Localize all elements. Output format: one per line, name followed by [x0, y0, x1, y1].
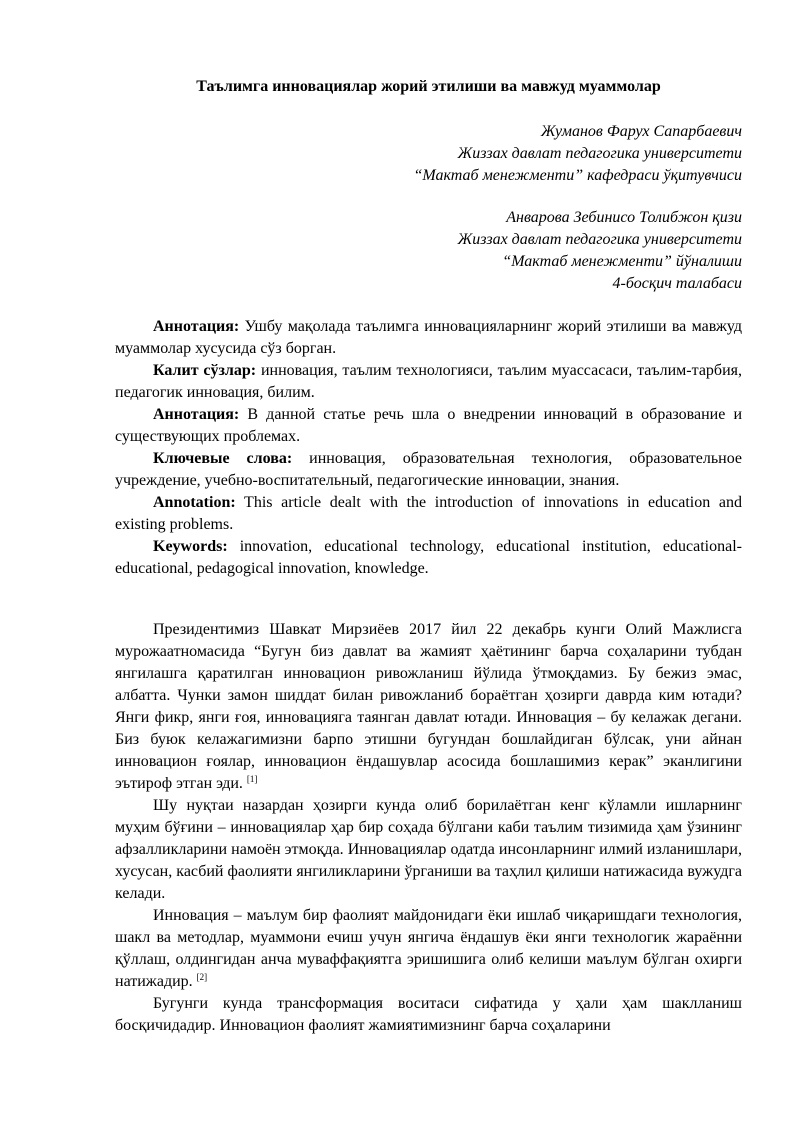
abstract-en	[115, 492, 742, 536]
keywords-uz	[115, 360, 742, 404]
abstract-ru	[115, 404, 742, 448]
body-paragraph	[115, 905, 742, 993]
abstract-text: В данной статье речь шла о внедрении инноваций в образование и существующих проблемах.	[115, 406, 742, 445]
author-status: 4-босқич талабаси	[612, 275, 742, 292]
citation-ref: [1]	[246, 774, 258, 784]
author-block-1	[115, 121, 742, 187]
keywords-text: инновация, таълим технологияси, таълим муассасаси, таълим-тарбия, педагогик инновация, билим.	[115, 362, 742, 401]
author-name: Анварова Зебинисо Толибжон қизи	[506, 209, 742, 226]
abstract-text: This article dealt with the introduction of innovations in education and existing problems.	[115, 494, 742, 533]
abstract-uz	[115, 316, 742, 360]
citation-ref: [2]	[196, 972, 208, 982]
author-affiliation: Жиззах давлат педагогика университети	[457, 145, 742, 162]
abstract-text: Ушбу мақолада таълимга инновацияларнинг жорий этилиши ва мавжуд муаммолар хусусида сўз борган.	[115, 318, 742, 357]
paragraph-text: Шу нуқтаи назардан ҳозирги кунда олиб борилаётган кенг кўламли ишларнинг муҳим бўғини – инновациялар ҳар бир соҳада бўлгани каби таълим тизимида ҳам ўзининг афзалликларини намоён этмоқда. Инновациялар одатда инсонларнинг илмий изланишлари, хусусан, касбий фаолияти янгиликларини ўрганиши ва таҳлил қилиши натижасида вужудга келади.	[115, 797, 742, 902]
body-paragraph	[115, 993, 742, 1037]
keywords-label: Ключевые слова:	[153, 450, 293, 467]
keywords-label: Keywords:	[153, 538, 228, 555]
keywords-text: innovation, educational technology, educational institution, educational-educational, pedagogical innovation, knowledge.	[115, 538, 742, 577]
paragraph-text: Президентимиз Шавкат Мирзиёев 2017 йил 22 декабрь кунги Олий Мажлисга мурожаатномасида “Бугун биз давлат ва жамият ҳаётининг барча соҳаларини тубдан янгилашга қаратилган инновацион ривожланиш йўлида ўтмоқдамиз. Бу бежиз эмас, албатта. Чунки замон шиддат билан ривожланиб бораётган ҳозирги даврда ким ютади? Янги фикр, янги ғоя, инновацияга таянган давлат ютади. Инновация – бу келажак дегани. Биз буюк келажагимизни барпо этишни бугундан бошлайдиган бўлсак, уни айнан инновацион ғоялар, инновацион ёндашувлар асосида бошлашимиз керак” эканлигини эътироф этган эди.	[115, 621, 742, 792]
paragraph-text: Инновация – маълум бир фаолият майдонидаги ёки ишлаб чиқаришдаги технология, шакл ва методлар, муаммони ечиш учун янгича ёндашув ёки янги технологик жараённи қўллаш, олдингидан анча муваффақиятга эришишига олиб келиши маълум бўлган охирги натижадир.	[115, 907, 742, 990]
author-block-2	[115, 207, 742, 295]
keywords-text: инновация, образовательная технология, образовательное учреждение, учебно-воспитательный, педагогические инновации, знания.	[115, 450, 742, 489]
body-paragraph	[115, 795, 742, 905]
body-section	[115, 619, 742, 1037]
body-paragraph	[115, 619, 742, 795]
author-name: Жуманов Фарух Сапарбаевич	[540, 123, 742, 140]
abstract-label: Аннотация:	[153, 318, 240, 335]
abstract-label: Annotation:	[153, 494, 236, 511]
keywords-en	[115, 536, 742, 580]
abstract-label: Аннотация:	[153, 406, 240, 423]
author-position: “Мактаб менежменти” кафедраси ўқитувчиси	[413, 167, 742, 184]
author-affiliation: Жиззах давлат педагогика университети	[457, 231, 742, 248]
paper-title: Таълимга инновациялар жорий этилиши ва мавжуд муаммолар	[196, 78, 661, 95]
paragraph-text: Бугунги кунда трансформация воситаси сифатида у ҳали ҳам шаклланиш босқичидадир. Инновацион фаолият жамиятимизнинг барча соҳаларини	[115, 995, 742, 1034]
abstract-section	[115, 316, 742, 580]
author-position: “Мактаб менежменти” йўналиши	[502, 253, 742, 270]
keywords-ru	[115, 448, 742, 492]
keywords-label: Калит сўзлар:	[153, 362, 257, 379]
